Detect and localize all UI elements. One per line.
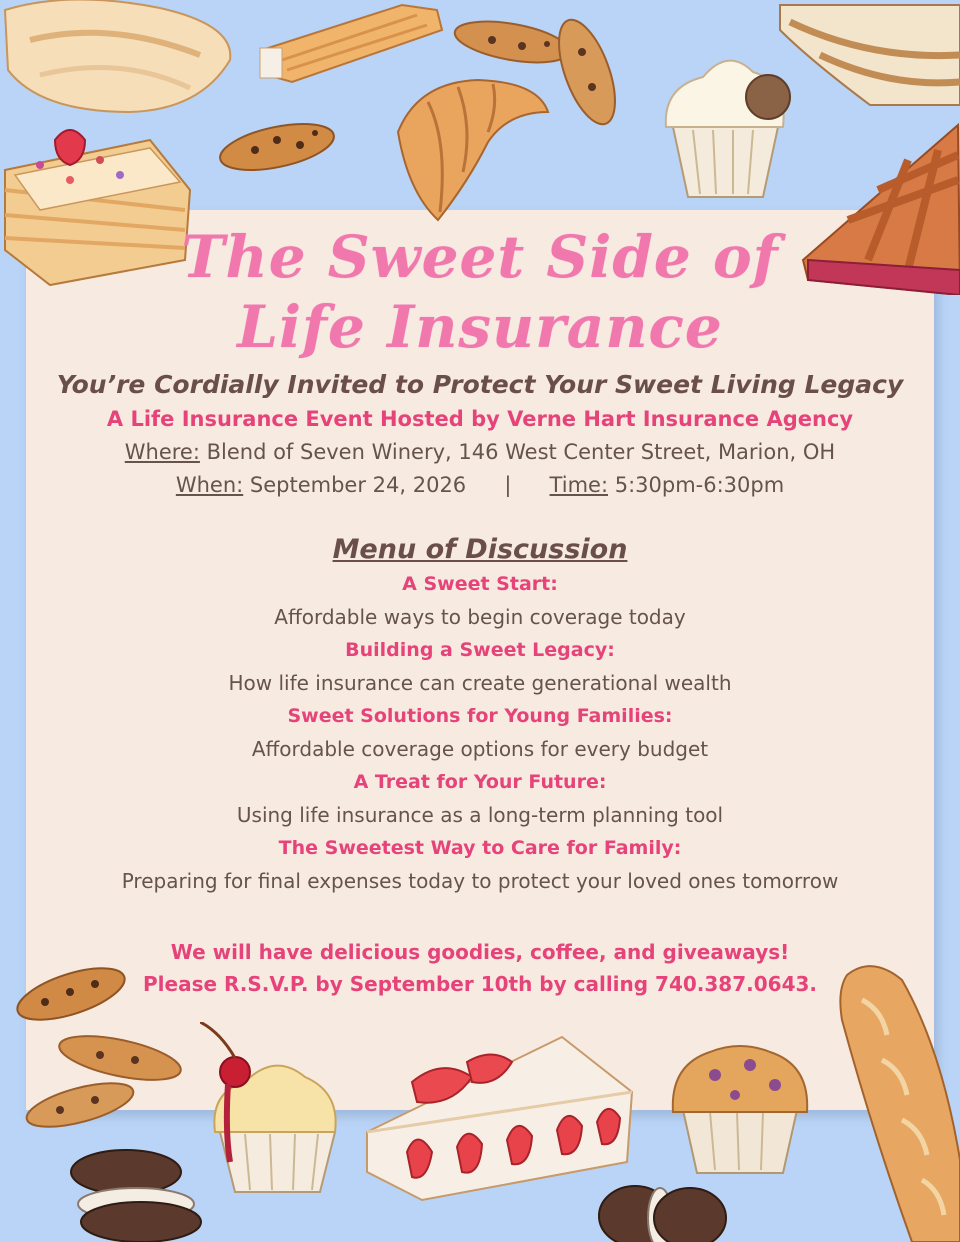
invitation-content (26, 212, 934, 1000)
time-value: 5:30pm-6:30pm (614, 473, 785, 497)
hosted-by: A Life Insurance Event Hosted by Verne Hart Insurance Agency (106, 407, 854, 431)
title-line-2: Life Insurance (237, 293, 723, 361)
sandwich-cookie-illustration (66, 1142, 206, 1242)
menu-item-description: Affordable ways to begin coverage today (274, 605, 686, 629)
croissant-illustration (388, 72, 553, 222)
baguette-illustration (832, 960, 960, 1242)
menu-item-description: Preparing for final expenses today to protect your loved ones tomorrow (121, 869, 839, 893)
time-label: Time: (549, 473, 609, 497)
menu-item-description: Using life insurance as a long-term planning tool (236, 803, 724, 827)
separator: | (504, 473, 512, 497)
tiramisu-illustration (770, 0, 960, 110)
title-line-1: The Sweet Side of (181, 223, 779, 291)
menu-item-description: How life insurance can create generational wealth (228, 671, 732, 695)
muffin-illustration (665, 1040, 815, 1175)
where-value: Blend of Seven Winery, 146 West Center Street, Marion, OH (206, 440, 836, 464)
goodies-note: We will have delicious goodies, coffee, and giveaways! (170, 940, 790, 964)
biscotti-illustration (20, 1030, 190, 1135)
rsvp-note: Please R.S.V.P. by September 10th by calling 740.387.0643. (143, 972, 817, 996)
where-line (26, 436, 934, 469)
invitation-subtitle: You’re Cordially Invited to Protect Your Sweet Living Legacy (56, 370, 904, 399)
when-line (26, 469, 934, 502)
when-label: When: (175, 473, 244, 497)
cherry-cupcake-illustration (200, 1022, 350, 1194)
bread-illustration (0, 0, 250, 120)
menu-title: Menu of Discussion (332, 534, 628, 565)
when-value: September 24, 2026 (249, 473, 467, 497)
where-label: Where: (124, 440, 200, 464)
menu-list (26, 568, 934, 898)
menu-item-heading: Building a Sweet Legacy: (345, 639, 615, 661)
event-title (26, 222, 934, 362)
menu-item-heading: A Treat for Your Future: (353, 771, 607, 793)
menu-item-heading: The Sweetest Way to Care for Family: (278, 837, 682, 859)
menu-item-heading: A Sweet Start: (402, 573, 558, 595)
cookie-illustration (215, 115, 340, 180)
sandwich-cookie-illustration (595, 1176, 730, 1242)
menu-item-description: Affordable coverage options for every budget (251, 737, 709, 761)
menu-item-heading: Sweet Solutions for Young Families: (287, 705, 673, 727)
